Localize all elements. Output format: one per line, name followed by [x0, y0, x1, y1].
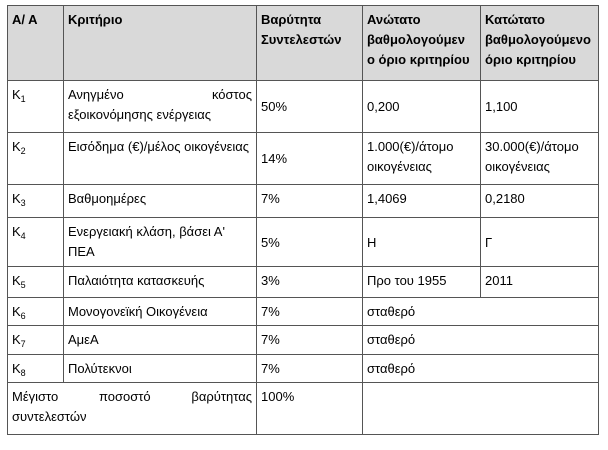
table-row — [8, 298, 599, 326]
row-code: $K_7$ — [8, 326, 64, 355]
row-code: $K_6$ — [8, 298, 64, 326]
row-criterion: Μονογονεϊκή Οικογένεια — [64, 298, 257, 326]
row-weight: 3% — [257, 267, 363, 298]
row-max: 0,200 — [363, 81, 481, 133]
footer-label: Μέγιστο ποσοστό βαρύτητας συντελεστών — [8, 383, 257, 435]
row-min: Γ — [481, 218, 599, 267]
table-row — [8, 133, 599, 185]
row-weight: 7% — [257, 355, 363, 383]
table-row — [8, 185, 599, 218]
row-criterion: Βαθμοημέρες — [64, 185, 257, 218]
row-weight: 50% — [257, 81, 363, 133]
table-row — [8, 81, 599, 133]
row-fixed-limit: σταθερό — [363, 326, 599, 355]
row-criterion: Πολύτεκνοι — [64, 355, 257, 383]
table-header-row — [8, 6, 599, 81]
row-code: $K_5$ — [8, 267, 64, 298]
row-weight: 7% — [257, 326, 363, 355]
row-min: 0,2180 — [481, 185, 599, 218]
row-min: 1,100 — [481, 81, 599, 133]
header-min-limit: Κατώτατο βαθμολογούμενο όριο κριτηρίου — [481, 6, 599, 81]
table-footer-row — [8, 383, 599, 435]
header-aa: Α/ Α — [8, 6, 64, 81]
row-criterion: Ανηγμένο κόστος εξοικονόμησης ενέργειας — [64, 81, 257, 133]
row-fixed-limit: σταθερό — [363, 298, 599, 326]
row-code: $K_2$ — [8, 133, 64, 185]
criteria-table-container — [7, 5, 599, 435]
footer-empty — [363, 383, 599, 435]
row-criterion: Εισόδημα (€)/μέλος οικογένειας — [64, 133, 257, 185]
row-code: $K_8$ — [8, 355, 64, 383]
criteria-table — [7, 5, 599, 435]
row-weight: 5% — [257, 218, 363, 267]
row-weight: 14% — [257, 133, 363, 185]
table-row — [8, 267, 599, 298]
row-weight: 7% — [257, 298, 363, 326]
row-criterion: ΑμεΑ — [64, 326, 257, 355]
table-row — [8, 326, 599, 355]
footer-value: 100% — [257, 383, 363, 435]
table-row — [8, 218, 599, 267]
row-code: $K_4$ — [8, 218, 64, 267]
row-code: $K_1$ — [8, 81, 64, 133]
row-max: Προ του 1955 — [363, 267, 481, 298]
table-row — [8, 355, 599, 383]
header-max-limit: Ανώτατο βαθμολογούμεν ο όριο κριτηρίου — [363, 6, 481, 81]
row-min: 2011 — [481, 267, 599, 298]
row-code: $K_3$ — [8, 185, 64, 218]
row-weight: 7% — [257, 185, 363, 218]
row-min: 30.000(€)/άτομο οικογένειας — [481, 133, 599, 185]
row-max: 1,4069 — [363, 185, 481, 218]
row-max: Η — [363, 218, 481, 267]
row-max: 1.000(€)/άτομο οικογένειας — [363, 133, 481, 185]
row-fixed-limit: σταθερό — [363, 355, 599, 383]
header-criterion: Κριτήριο — [64, 6, 257, 81]
header-weight: Βαρύτητα Συντελεστών — [257, 6, 363, 81]
row-criterion: Παλαιότητα κατασκευής — [64, 267, 257, 298]
row-criterion: Ενεργειακή κλάση, βάσει Α' ΠΕΑ — [64, 218, 257, 267]
